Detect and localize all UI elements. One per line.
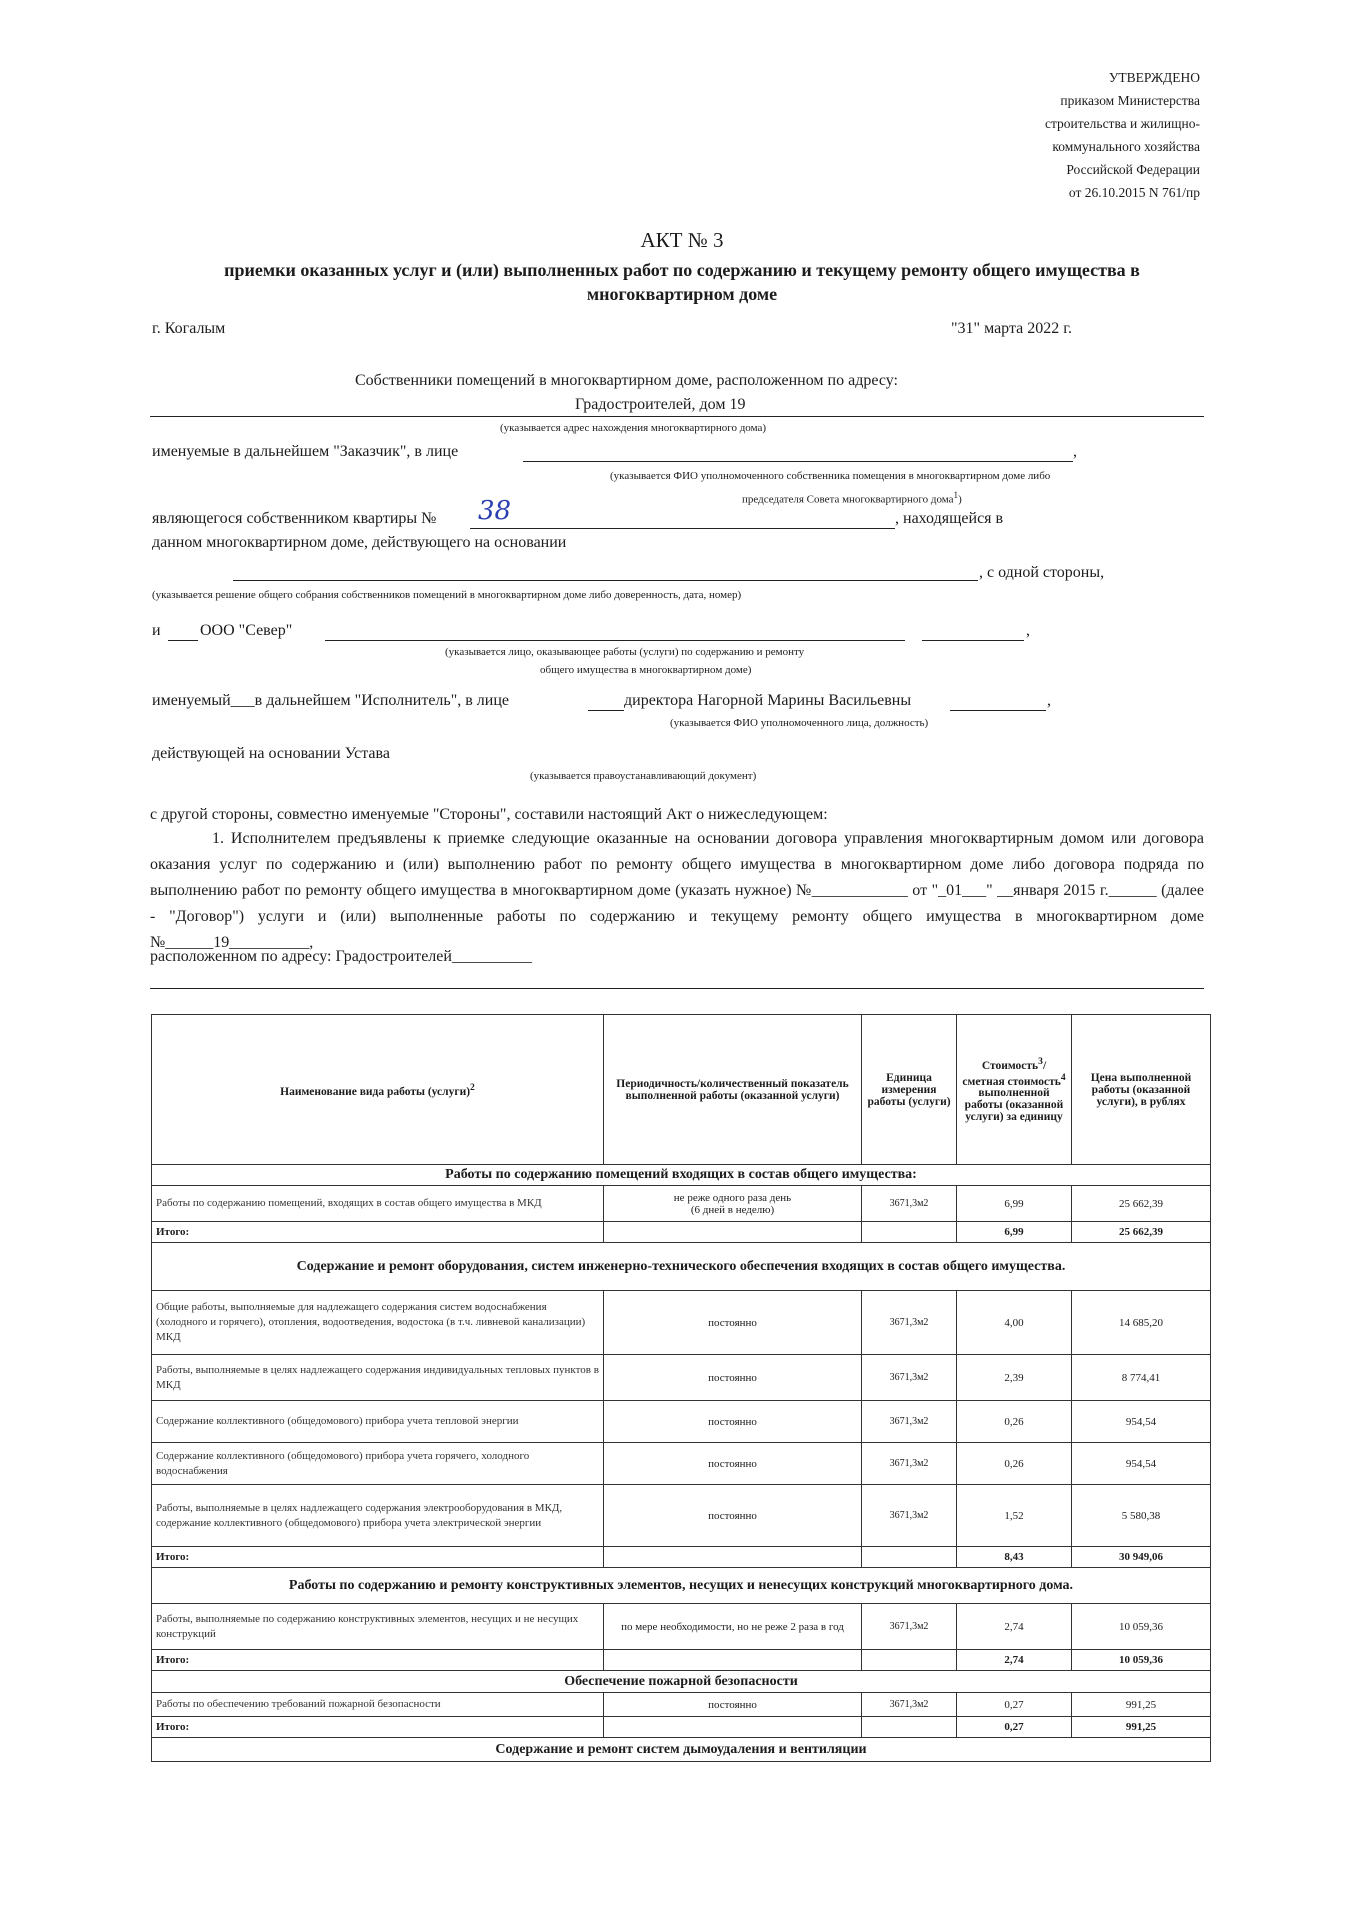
cost-cell: 0,26 (957, 1401, 1072, 1443)
comma: , (1073, 443, 1077, 460)
one-side-text: , с одной стороны, (979, 564, 1105, 581)
unit-cell: 3671,3м2 (862, 1401, 957, 1443)
customer-note-2-end: ) (958, 493, 962, 506)
contractor-note-1: (указывается лицо, оказывающее работы (услуги) по содержанию и ремонту (445, 646, 805, 658)
basis-text: данном многоквартирном доме, действующего на основании (152, 534, 567, 551)
cost-cell: 4,00 (957, 1291, 1072, 1355)
owners-address: Градостроителей, дом 19 (575, 396, 746, 413)
section-row (152, 1165, 1211, 1186)
approval-block (1045, 66, 1200, 204)
city: г. Когалым (152, 320, 226, 337)
customer-text: именуемые в дальнейшем "Заказчик", в лице (152, 443, 459, 460)
total-label: Итого: (152, 1222, 604, 1243)
total-cost: 8,43 (957, 1547, 1072, 1568)
total-cost: 2,74 (957, 1650, 1072, 1671)
unit-cell: 3671,3м2 (862, 1443, 957, 1485)
customer-blank (523, 461, 1073, 462)
column-header-name (152, 1015, 604, 1165)
table-body (152, 1165, 1211, 1762)
approval-line: Российской Федерации (1066, 162, 1200, 177)
section-row (152, 1568, 1211, 1604)
unit-cell: 3671,3м2 (862, 1485, 957, 1547)
section-title: Обеспечение пожарной безопасности (152, 1671, 1211, 1693)
paragraph-1: 1. Исполнителем предъявлены к приемке следующие оказанные на основании договора управления многоквартирным домом или договора оказания услуг по содержанию и (или) выполнению работ по ремонту общего имущества в многоквартирном доме либо договора подряда по выполнению работ по ремонту общего имущества в многоквартирном доме (указать нужное) №____________ от "_01___" __января 2015 г.______ (далее - "Договор") услуги и (или) выполненные работы по содержанию и текущему ремонту общего имущества в многоквартирном доме №______19__________, (150, 830, 1204, 951)
total-price: 991,25 (1072, 1717, 1211, 1738)
period-cell: постоянно (604, 1291, 862, 1355)
price-cell: 8 774,41 (1072, 1355, 1211, 1401)
work-name-cell: Общие работы, выполняемые для надлежащего содержания систем водоснабжения (холодного и горячего), отопления, водоотведения, водостока (в т.ч. ливневой канализации) МКД (152, 1291, 604, 1355)
footnote-ref: 1 (953, 490, 959, 500)
empty-cell (862, 1222, 957, 1243)
total-cost: 6,99 (957, 1222, 1072, 1243)
approval-line: строительства и жилищно- (1045, 116, 1200, 131)
paragraph-1-end: расположенном по адресу: Градостроителей__________ (150, 948, 532, 965)
work-name-cell: Содержание коллективного (общедомового) прибора учета тепловой энергии (152, 1401, 604, 1443)
total-row (152, 1650, 1211, 1671)
period-cell: по мере необходимости, но не реже 2 раза в год (604, 1604, 862, 1650)
period-cell: постоянно (604, 1443, 862, 1485)
work-name-cell: Работы по обеспечению требований пожарной безопасности (152, 1693, 604, 1717)
customer-note-1: (указывается ФИО уполномоченного собственника помещения в многоквартирном доме либо (610, 470, 1051, 482)
executor-text: именуемый___в дальнейшем "Исполнитель", в лице (152, 692, 509, 709)
table-row (152, 1485, 1211, 1547)
act-subtitle: приемки оказанных услуг и (или) выполненных работ по содержанию и текущему ремонту общего имущества в многоквартирном доме (224, 260, 1140, 304)
price-cell: 991,25 (1072, 1693, 1211, 1717)
basis-blank (233, 580, 978, 581)
section-title: Содержание и ремонт оборудования, систем инженерно-технического обеспечения входящих в состав общего имущества. (152, 1243, 1211, 1291)
cost-cell: 6,99 (957, 1186, 1072, 1222)
empty-cell (604, 1222, 862, 1243)
director-blank-pre (588, 710, 624, 711)
empty-cell (862, 1717, 957, 1738)
column-header-cost (957, 1015, 1072, 1165)
header-text: /сметная стоимость (962, 1059, 1061, 1088)
period-cell: постоянно (604, 1485, 862, 1547)
empty-cell (604, 1717, 862, 1738)
total-price: 10 059,36 (1072, 1650, 1211, 1671)
intro-text: с другой стороны, совместно именуемые "Стороны", составили настоящий Акт о нижеследующем: (150, 806, 828, 823)
contractor-blank-pre (168, 640, 198, 641)
period-cell: постоянно (604, 1693, 862, 1717)
cost-cell: 0,27 (957, 1693, 1072, 1717)
work-name-cell: Работы, выполняемые по содержанию конструктивных элементов, несущих и не несущих конструкций (152, 1604, 604, 1650)
price-cell: 25 662,39 (1072, 1186, 1211, 1222)
owners-text: Собственники помещений в многоквартирном доме, расположенном по адресу: (355, 372, 898, 389)
contractor-note-2: общего имущества в многоквартирном доме) (540, 664, 752, 676)
section-title: Содержание и ремонт систем дымоудаления и вентиляции (152, 1738, 1211, 1762)
apartment-text-2: , находящейся в (895, 510, 1004, 527)
basis-note: (указывается решение общего собрания собственников помещений в многоквартирном доме либо доверенность, дата, номер) (152, 589, 742, 601)
empty-cell (604, 1650, 862, 1671)
total-row (152, 1547, 1211, 1568)
unit-cell: 3671,3м2 (862, 1693, 957, 1717)
total-label: Итого: (152, 1650, 604, 1671)
column-header-price: Цена выполненной работы (оказанной услуги), в рублях (1072, 1015, 1211, 1165)
table-row (152, 1355, 1211, 1401)
table-row (152, 1291, 1211, 1355)
apartment-blank (470, 528, 895, 529)
approval-line: от 26.10.2015 N 761/пр (1068, 185, 1200, 200)
price-cell: 14 685,20 (1072, 1291, 1211, 1355)
total-label: Итого: (152, 1717, 604, 1738)
total-price: 30 949,06 (1072, 1547, 1211, 1568)
work-name-cell: Работы, выполняемые в целях надлежащего содержания электрооборудования в МКД, содержание коллективного (общедомового) прибора учета электрической энергии (152, 1485, 604, 1547)
contractor-basis: действующей на основании Устава (152, 745, 390, 762)
divider (150, 416, 1204, 417)
total-price: 25 662,39 (1072, 1222, 1211, 1243)
director-blank (950, 710, 1046, 711)
contractor-basis-note: (указывается правоустанавливающий документ) (530, 770, 757, 782)
address-note: (указывается адрес нахождения многоквартирного дома) (500, 422, 767, 434)
work-name-cell: Работы по содержанию помещений, входящих в состав общего имущества в МКД (152, 1186, 604, 1222)
table-row (152, 1604, 1211, 1650)
services-table (151, 1014, 1211, 1762)
total-row (152, 1717, 1211, 1738)
table-row (152, 1186, 1211, 1222)
act-date: "31" марта 2022 г. (951, 320, 1073, 337)
price-cell: 10 059,36 (1072, 1604, 1211, 1650)
footnote-ref: 4 (1060, 1071, 1066, 1083)
header-text: выполненной работы (оказанной услуги) за единицу (964, 1087, 1064, 1124)
period-cell: не реже одного раза день (6 дней в неделю) (604, 1186, 862, 1222)
total-cost: 0,27 (957, 1717, 1072, 1738)
contractor-name: ООО "Север" (200, 622, 293, 639)
unit-cell: 3671,3м2 (862, 1186, 957, 1222)
approval-line: приказом Министерства (1060, 93, 1200, 108)
cost-cell: 2,39 (957, 1355, 1072, 1401)
section-row (152, 1738, 1211, 1762)
director-note: (указывается ФИО уполномоченного лица, должность) (670, 717, 929, 729)
section-title: Работы по содержанию помещений входящих в состав общего имущества: (152, 1165, 1211, 1186)
price-cell: 954,54 (1072, 1443, 1211, 1485)
period-cell: постоянно (604, 1401, 862, 1443)
table-row (152, 1443, 1211, 1485)
and-text: и (152, 622, 161, 639)
cost-cell: 2,74 (957, 1604, 1072, 1650)
section-row (152, 1243, 1211, 1291)
unit-cell: 3671,3м2 (862, 1604, 957, 1650)
contractor-comma: , (1026, 622, 1030, 639)
customer-note-2 (742, 490, 962, 506)
table-row (152, 1401, 1211, 1443)
contractor-blank (325, 640, 905, 641)
total-row (152, 1222, 1211, 1243)
cost-cell: 0,26 (957, 1443, 1072, 1485)
approval-line: УТВЕРЖДЕНО (1108, 70, 1200, 85)
header-text: Стоимость (981, 1059, 1039, 1072)
work-name-cell: Работы, выполняемые в целях надлежащего содержания индивидуальных тепловых пунктов в МКД (152, 1355, 604, 1401)
column-header-unit: Единица измерения работы (услуги) (862, 1015, 957, 1165)
footnote-ref: 2 (470, 1081, 475, 1093)
section-row (152, 1671, 1211, 1693)
price-cell: 954,54 (1072, 1401, 1211, 1443)
unit-cell: 3671,3м2 (862, 1355, 957, 1401)
director-comma: , (1047, 692, 1051, 709)
cost-cell: 1,52 (957, 1485, 1072, 1547)
empty-cell (604, 1547, 862, 1568)
header-text: Наименование вида работы (услуги) (280, 1085, 471, 1098)
period-cell: постоянно (604, 1355, 862, 1401)
section-title: Работы по содержанию и ремонту конструктивных элементов, несущих и ненесущих конструкций многоквартирного дома. (152, 1568, 1211, 1604)
director-name: директора Нагорной Марины Васильевны (624, 692, 912, 709)
table-row (152, 1693, 1211, 1717)
total-label: Итого: (152, 1547, 604, 1568)
contractor-blank-2 (922, 640, 1024, 641)
divider (150, 988, 1204, 989)
customer-note-2-text: председателя Совета многоквартирного дома (742, 493, 954, 506)
empty-cell (862, 1547, 957, 1568)
approval-line: коммунального хозяйства (1052, 139, 1200, 154)
unit-cell: 3671,3м2 (862, 1291, 957, 1355)
act-title: АКТ № 3 (640, 228, 724, 252)
apartment-text: являющегося собственником квартиры № (152, 510, 437, 527)
column-header-period: Периодичность/количественный показатель выполненной работы (оказанной услуги) (604, 1015, 862, 1165)
footnote-ref: 3 (1038, 1055, 1043, 1067)
empty-cell (862, 1650, 957, 1671)
price-cell: 5 580,38 (1072, 1485, 1211, 1547)
apartment-number-handwritten: 38 (478, 496, 512, 526)
work-name-cell: Содержание коллективного (общедомового) прибора учета горячего, холодного водоснабжения (152, 1443, 604, 1485)
